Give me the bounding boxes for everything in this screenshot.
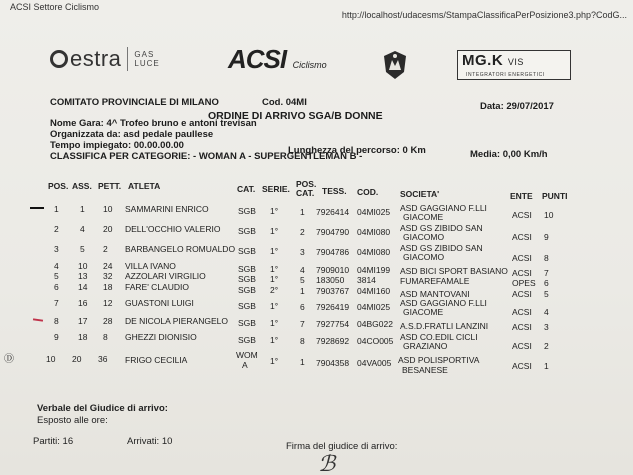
mgk-vis-logo bbox=[457, 50, 571, 80]
cell-poscat: 2 bbox=[300, 227, 305, 237]
cell-ente: ACSI bbox=[512, 341, 532, 351]
mgk-title bbox=[462, 52, 524, 69]
cell-societa-1: ASD BICI SPORT BASIANO bbox=[400, 266, 508, 276]
cell-pett: 24 bbox=[103, 261, 113, 271]
col-punti: PUNTI bbox=[542, 191, 568, 201]
firma-label: Firma del giudice di arrivo: bbox=[286, 441, 398, 452]
mgk-subtitle: INTEGRATORI ENERGETICI bbox=[466, 72, 545, 78]
cell-poscat: 5 bbox=[300, 275, 305, 285]
cell-poscat: 7 bbox=[300, 319, 305, 329]
estra-gas: GAS bbox=[134, 50, 155, 59]
signature-icon: ℬ bbox=[318, 452, 336, 475]
cell-cod: 04BG022 bbox=[357, 319, 393, 329]
time-taken: Tempo impiegato: 00.00.00.00 bbox=[50, 140, 184, 151]
cell-cat: SGB bbox=[238, 285, 256, 295]
cell-ente: ACSI bbox=[512, 210, 532, 220]
table-row bbox=[0, 314, 633, 332]
cell-cod: 04MI080 bbox=[357, 247, 391, 257]
cell-cat: SGB bbox=[238, 301, 256, 311]
cell-ass: 17 bbox=[78, 316, 88, 326]
estra-ring-icon bbox=[50, 50, 68, 68]
cell-societa-1: ASD GAGGIANO F.LLI bbox=[400, 298, 487, 308]
pen-mark-icon bbox=[30, 207, 44, 209]
cell-pos: 2 bbox=[54, 224, 59, 234]
col-cat: CAT. bbox=[237, 184, 256, 194]
cell-atleta: FARE' CLAUDIO bbox=[125, 282, 189, 292]
cell-serie: 1° bbox=[270, 274, 279, 284]
sponsor-logos bbox=[50, 40, 593, 90]
cell-cod: 3814 bbox=[357, 275, 376, 285]
cell-cat: SGB bbox=[238, 264, 256, 274]
cell-tess: 7904790 bbox=[316, 227, 350, 237]
cell-societa-1: ASD GAGGIANO F.LLI bbox=[400, 203, 487, 213]
cell-ente: ACSI bbox=[512, 361, 532, 371]
col-pos-cat-line2: CAT. bbox=[296, 188, 315, 198]
cell-tess: 7904786 bbox=[316, 247, 350, 257]
cell-atleta: VILLA IVANO bbox=[125, 261, 176, 271]
cell-ente: ACSI bbox=[512, 322, 532, 332]
comitato-code: Cod. 04MI bbox=[262, 97, 307, 108]
cell-serie: 1° bbox=[270, 246, 279, 256]
cell-cat: SGB bbox=[238, 274, 256, 284]
cell-tess: 7927754 bbox=[316, 319, 350, 329]
cell-ente: ACSI bbox=[512, 268, 532, 278]
cell-cod: 04MI025 bbox=[357, 207, 391, 217]
cell-serie: 2° bbox=[270, 285, 279, 295]
cell-pos: 8 bbox=[54, 316, 59, 326]
cell-pett: 36 bbox=[98, 354, 108, 364]
cell-pett: 12 bbox=[103, 298, 113, 308]
cell-pos: 10 bbox=[46, 354, 56, 364]
ordine-title: ORDINE DI ARRIVO SGA/B DONNE bbox=[208, 110, 383, 122]
cell-ass: 13 bbox=[78, 271, 88, 281]
cell-cod: 04MI160 bbox=[357, 286, 391, 296]
cell-pos: 6 bbox=[54, 282, 59, 292]
race-date: Data: 29/07/2017 bbox=[480, 101, 554, 112]
red-pen-mark-icon bbox=[33, 318, 43, 321]
cell-cod: 04VA005 bbox=[357, 358, 392, 368]
estra-word: estra bbox=[70, 46, 122, 71]
cell-ass: 16 bbox=[78, 298, 88, 308]
cell-tess: 7928692 bbox=[316, 336, 350, 346]
cell-cat: SGB bbox=[238, 246, 256, 256]
cell-cod: 04MI025 bbox=[357, 302, 391, 312]
cell-cat: SGB bbox=[238, 335, 256, 345]
col-pos-cat-line1: POS. bbox=[296, 179, 317, 189]
cell-serie: 1° bbox=[270, 356, 279, 366]
col-atleta: ATLETA bbox=[128, 181, 161, 191]
category-classification: CLASSIFICA PER CATEGORIE: - WOMAN A - SUPERGENTLEMAN B - bbox=[50, 151, 363, 162]
cell-pos: 9 bbox=[54, 332, 59, 342]
cell-pos: 1 bbox=[54, 204, 59, 214]
cell-societa-1: ASD GS ZIBIDO SAN bbox=[400, 243, 483, 253]
cell-ente: OPES bbox=[512, 278, 536, 288]
col-ente: ENTE bbox=[510, 191, 533, 201]
cell-societa-1: FUMAREFAMALE bbox=[400, 276, 470, 286]
cell-ass: 18 bbox=[78, 332, 88, 342]
col-serie: SERIE. bbox=[262, 184, 290, 194]
cell-pett: 32 bbox=[103, 271, 113, 281]
cell-serie: 1° bbox=[270, 206, 279, 216]
cell-pett: 18 bbox=[103, 282, 113, 292]
table-row bbox=[0, 330, 633, 352]
cell-poscat: 1 bbox=[300, 207, 305, 217]
organizer: Organizzata da: asd pedale paullese bbox=[50, 129, 214, 140]
cell-ass: 4 bbox=[80, 224, 85, 234]
cell-punti: 1 bbox=[544, 361, 549, 371]
crest-icon bbox=[382, 50, 408, 80]
arrivati-count: Arrivati: 10 bbox=[127, 436, 173, 447]
col-pett: PETT. bbox=[98, 181, 122, 191]
cell-serie: 1° bbox=[270, 301, 279, 311]
cell-societa-1: ASD CO.EDIL CICLI bbox=[400, 332, 478, 342]
cell-serie: 1° bbox=[270, 264, 279, 274]
cell-cod: 04MI199 bbox=[357, 265, 391, 275]
cell-serie: 1° bbox=[270, 226, 279, 236]
acsi-ciclismo: Ciclismo bbox=[292, 60, 327, 70]
cell-cat: SGB bbox=[238, 318, 256, 328]
cell-societa-2: GIACOMO bbox=[403, 252, 445, 262]
cell-punti: 5 bbox=[544, 289, 549, 299]
verbale-label: Verbale del Giudice di arrivo: bbox=[37, 403, 168, 414]
cell-societa-1: ASD POLISPORTIVA bbox=[398, 355, 480, 365]
estra-logo bbox=[50, 46, 160, 72]
mgk-vis: VIS bbox=[507, 57, 524, 67]
cell-atleta: GUASTONI LUIGI bbox=[125, 298, 194, 308]
cell-atleta: GHEZZI DIONISIO bbox=[125, 332, 197, 342]
print-header bbox=[10, 2, 627, 20]
cell-societa-1: ASD MANTOVANI bbox=[400, 289, 470, 299]
cell-atleta: SAMMARINI ENRICO bbox=[125, 204, 209, 214]
cell-poscat: 1 bbox=[300, 357, 305, 367]
cell-societa-1: A.S.D.FRATLI LANZINI bbox=[400, 321, 489, 331]
cell-poscat: 6 bbox=[300, 302, 305, 312]
cell-ass: 5 bbox=[80, 244, 85, 254]
table-row bbox=[0, 350, 633, 380]
cell-pos: 4 bbox=[54, 261, 59, 271]
cell-poscat: 8 bbox=[300, 336, 305, 346]
col-pos-cat bbox=[296, 180, 316, 198]
cell-ass: 20 bbox=[72, 354, 82, 364]
average-speed: Media: 0,00 Km/h bbox=[470, 149, 548, 160]
cell-atleta: BARBANGELO ROMUALDO bbox=[125, 244, 236, 254]
cell-pett: 2 bbox=[103, 244, 108, 254]
print-header-url: http://localhost/udacesms/StampaClassificaPerPosizione3.php?CodG... bbox=[341, 10, 627, 20]
estra-gas-luce bbox=[134, 50, 159, 68]
cell-cat-2: A bbox=[242, 360, 248, 370]
cell-punti: 6 bbox=[544, 278, 549, 288]
cell-societa-2: GIACOME bbox=[403, 307, 444, 317]
cell-punti: 4 bbox=[544, 307, 549, 317]
cell-societa-2: GRAZIANO bbox=[403, 341, 448, 351]
cell-tess: 7909010 bbox=[316, 265, 350, 275]
cell-ente: ACSI bbox=[512, 253, 532, 263]
cell-societa-2: GIACOME bbox=[403, 212, 444, 222]
cell-ente: ACSI bbox=[512, 307, 532, 317]
mgk-main: MG.K bbox=[462, 52, 504, 69]
cell-cat: WOM bbox=[236, 350, 258, 360]
cell-ass: 10 bbox=[78, 261, 88, 271]
cell-pos: 5 bbox=[54, 271, 59, 281]
cell-tess: 7904358 bbox=[316, 358, 350, 368]
cell-ass: 14 bbox=[78, 282, 88, 292]
table-row bbox=[0, 200, 633, 222]
col-societa: SOCIETA' bbox=[400, 189, 440, 199]
cell-ente: ACSI bbox=[512, 232, 532, 242]
print-header-title: ACSI Settore Ciclismo bbox=[10, 2, 100, 12]
cell-punti: 2 bbox=[544, 341, 549, 351]
cell-pos: 3 bbox=[54, 244, 59, 254]
cell-cat: SGB bbox=[238, 226, 256, 236]
cell-pos: 7 bbox=[54, 298, 59, 308]
cell-tess: 7926419 bbox=[316, 302, 350, 312]
route-length: Lunghezza del percorso: 0 Km bbox=[288, 145, 426, 156]
cell-punti: 7 bbox=[544, 268, 549, 278]
cell-serie: 1° bbox=[270, 335, 279, 345]
cell-poscat: 4 bbox=[300, 265, 305, 275]
cell-pett: 10 bbox=[103, 204, 113, 214]
cell-tess: 7926414 bbox=[316, 207, 350, 217]
cell-punti: 3 bbox=[544, 322, 549, 332]
acsi-logo bbox=[228, 44, 327, 75]
cell-ente: ACSI bbox=[512, 289, 532, 299]
cell-atleta: DELL'OCCHIO VALERIO bbox=[125, 224, 221, 234]
cell-tess: 7903767 bbox=[316, 286, 350, 296]
cell-punti: 8 bbox=[544, 253, 549, 263]
comitato-title: COMITATO PROVINCIALE DI MILANO bbox=[50, 97, 219, 108]
cell-pett: 8 bbox=[103, 332, 108, 342]
col-pos: POS. bbox=[48, 181, 69, 191]
cell-poscat: 3 bbox=[300, 247, 305, 257]
cell-serie: 1° bbox=[270, 318, 279, 328]
col-tess: TESS. bbox=[322, 186, 347, 196]
cell-societa-2: BESANESE bbox=[402, 365, 448, 375]
cell-cod: 04MI080 bbox=[357, 227, 391, 237]
race-name: Nome Gara: 4^ Trofeo bruno e antoni trevisan bbox=[50, 118, 257, 129]
cell-atleta: DE NICOLA PIERANGELO bbox=[125, 316, 228, 326]
partiti-count: Partiti: 16 bbox=[33, 436, 74, 447]
cell-atleta: FRIGO CECILIA bbox=[125, 355, 188, 365]
esposto-label: Esposto alle ore: bbox=[37, 415, 108, 426]
cell-punti: 10 bbox=[544, 210, 554, 220]
hand-drawn-mark-icon: Ⓓ bbox=[4, 354, 14, 365]
cell-cod: 04CO005 bbox=[357, 336, 394, 346]
estra-luce: LUCE bbox=[134, 59, 160, 68]
estra-separator bbox=[127, 47, 128, 71]
table-row bbox=[0, 222, 633, 244]
cell-punti: 9 bbox=[544, 232, 549, 242]
table-row bbox=[0, 282, 633, 299]
cell-cat: SGB bbox=[238, 206, 256, 216]
acsi-word: ACSI bbox=[228, 44, 287, 74]
col-ass: ASS. bbox=[72, 181, 92, 191]
cell-pett: 20 bbox=[103, 224, 113, 234]
cell-pett: 28 bbox=[103, 316, 113, 326]
cell-poscat: 1 bbox=[300, 286, 305, 296]
cell-ass: 1 bbox=[80, 204, 85, 214]
cell-societa-2: GIACOMO bbox=[403, 232, 445, 242]
cell-societa-1: ASD GS ZIBIDO SAN bbox=[400, 223, 483, 233]
cell-atleta: AZZOLARI VIRGILIO bbox=[125, 271, 206, 281]
col-cod: COD. bbox=[357, 187, 379, 197]
cell-tess: 183050 bbox=[316, 275, 345, 285]
